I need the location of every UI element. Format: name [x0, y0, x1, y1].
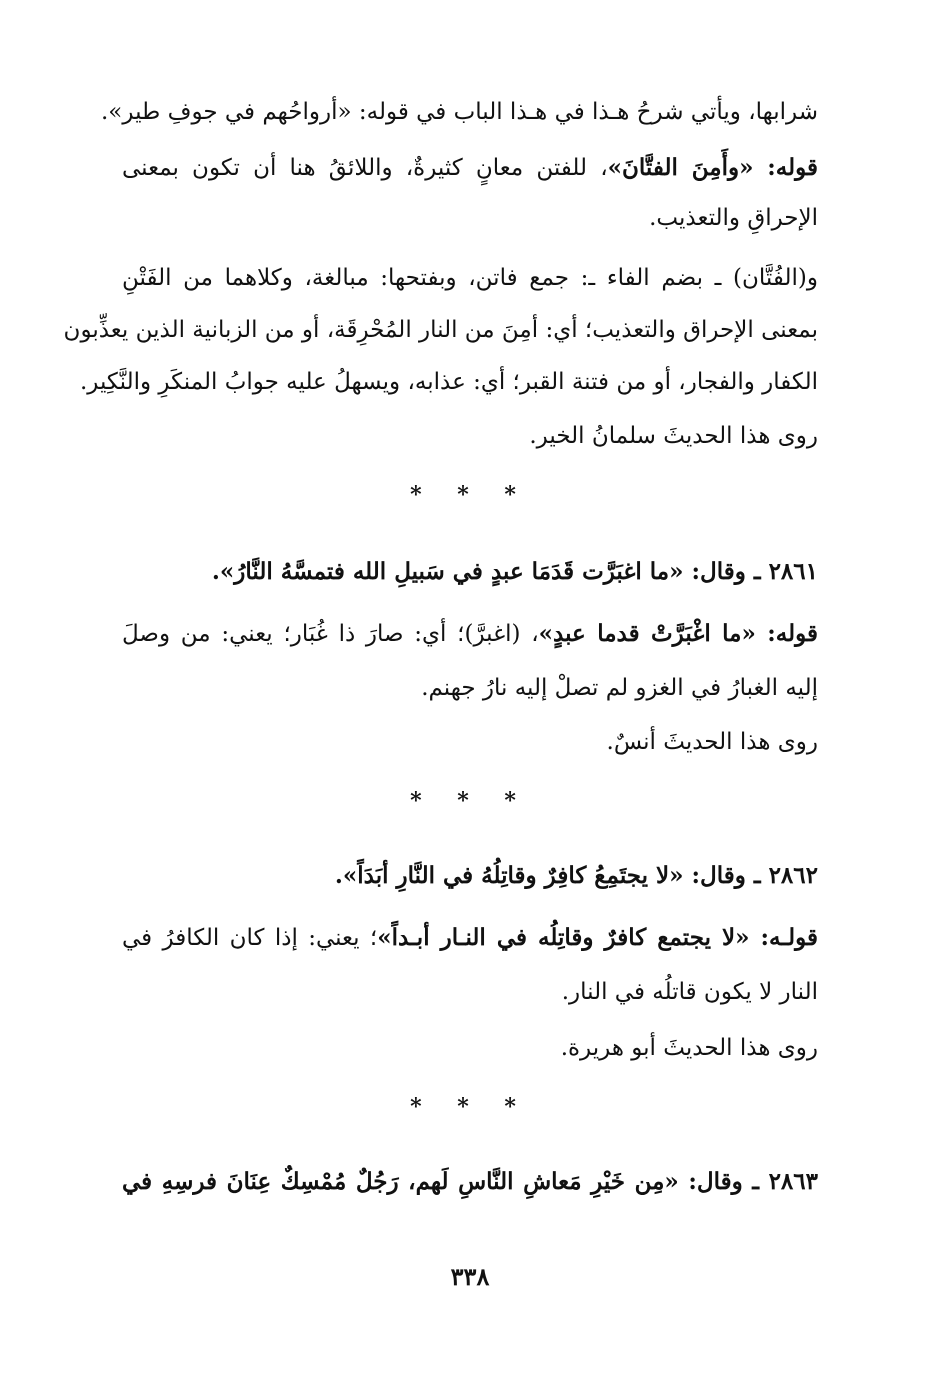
- hadith-2862-line-2: النار لا يكون قاتلُه في النار.: [561, 979, 818, 1005]
- hadith-2861-line-3: روى هذا الحديثَ أنسٌ.: [606, 729, 818, 755]
- section-separator-1: * * *: [410, 482, 530, 508]
- intro-line-7: روى هذا الحديثَ سلمانُ الخير.: [529, 423, 818, 449]
- hadith-2863-heading: ٢٨٦٣ ـ وقال: «مِن خَيْرِ مَعاشِ النَّاسِ لَهم، رَجُلٌ مُمْسِكٌ عِنَانَ فرسِهِ في: [122, 1168, 818, 1195]
- hadith-2862-quote-lead: قولـه: «لا يجتمع كافرٌ وقاتِلُه في النـار أبـداً»: [377, 924, 818, 951]
- hadith-2862-heading: ٢٨٦٢ ـ وقال: «لا يجتَمِعُ كافِرٌ وقاتِلُهُ في النَّارِ أبَدَاً».: [334, 862, 818, 889]
- intro-line-2: [122, 148, 818, 188]
- intro-line-5: بمعنى الإحراق والتعذيب؛ أي: أمِنَ من النار المُحْرِقَة، أو من الزبانية الذين يعذِّبون: [63, 317, 818, 343]
- hadith-2861-line-1: [122, 614, 818, 654]
- intro-line-6: الكفار والفجار، أو من فتنة القبر؛ أي: عذابه، ويسهلُ عليه جوابُ المنكَرِ والنَّكِير.: [79, 369, 818, 395]
- intro-line-2-rest: ، للفتن معانٍ كثيرةٌ، واللائقُ هنا أن تكون بمعنى: [122, 155, 608, 181]
- intro-line-3: الإحراقِ والتعذيب.: [649, 205, 818, 231]
- hadith-2861-line-1-rest: ، (اغبرَّ)؛ أي: صارَ ذا غُبَار؛ يعني: من وصلَ: [122, 621, 539, 647]
- hadith-2861-quote-lead: قوله: «ما اغْبَرَّتْ قدما عبدٍ»: [538, 620, 818, 647]
- hadith-2861-line-2: إليه الغبارُ في الغزو لم تصلْ إليه نارُ جهنم.: [421, 675, 818, 701]
- hadith-2862-line-3: روى هذا الحديثَ أبو هريرة.: [560, 1035, 818, 1061]
- section-separator-3: * * *: [410, 1094, 530, 1120]
- intro-quote-lead: قوله: «وأَمِنَ الفتَّانَ»: [607, 154, 818, 181]
- hadith-2861-heading: ٢٨٦١ ـ وقال: «ما اغبَرَّت قَدَمَا عبدٍ في سَبيلِ الله فتمسَّهُ النَّارُ».: [211, 558, 818, 585]
- section-separator-2: * * *: [410, 788, 530, 814]
- intro-line-4: و(الفُتَّان) ـ بضم الفاء ـ: جمع فاتن، وبفتحها: مبالغة، وكلاهما من الفَتْنِ: [122, 265, 818, 291]
- hadith-2862-line-1: [122, 918, 818, 958]
- page-number: ٣٣٨: [450, 1262, 490, 1291]
- intro-line-1: شرابها، ويأتي شرحُ هـذا في هـذا الباب في قوله: «أرواحُهم في جوفِ طير».: [101, 99, 818, 125]
- hadith-2862-line-1-rest: ؛ يعني: إذا كان الكافرُ في: [122, 925, 378, 951]
